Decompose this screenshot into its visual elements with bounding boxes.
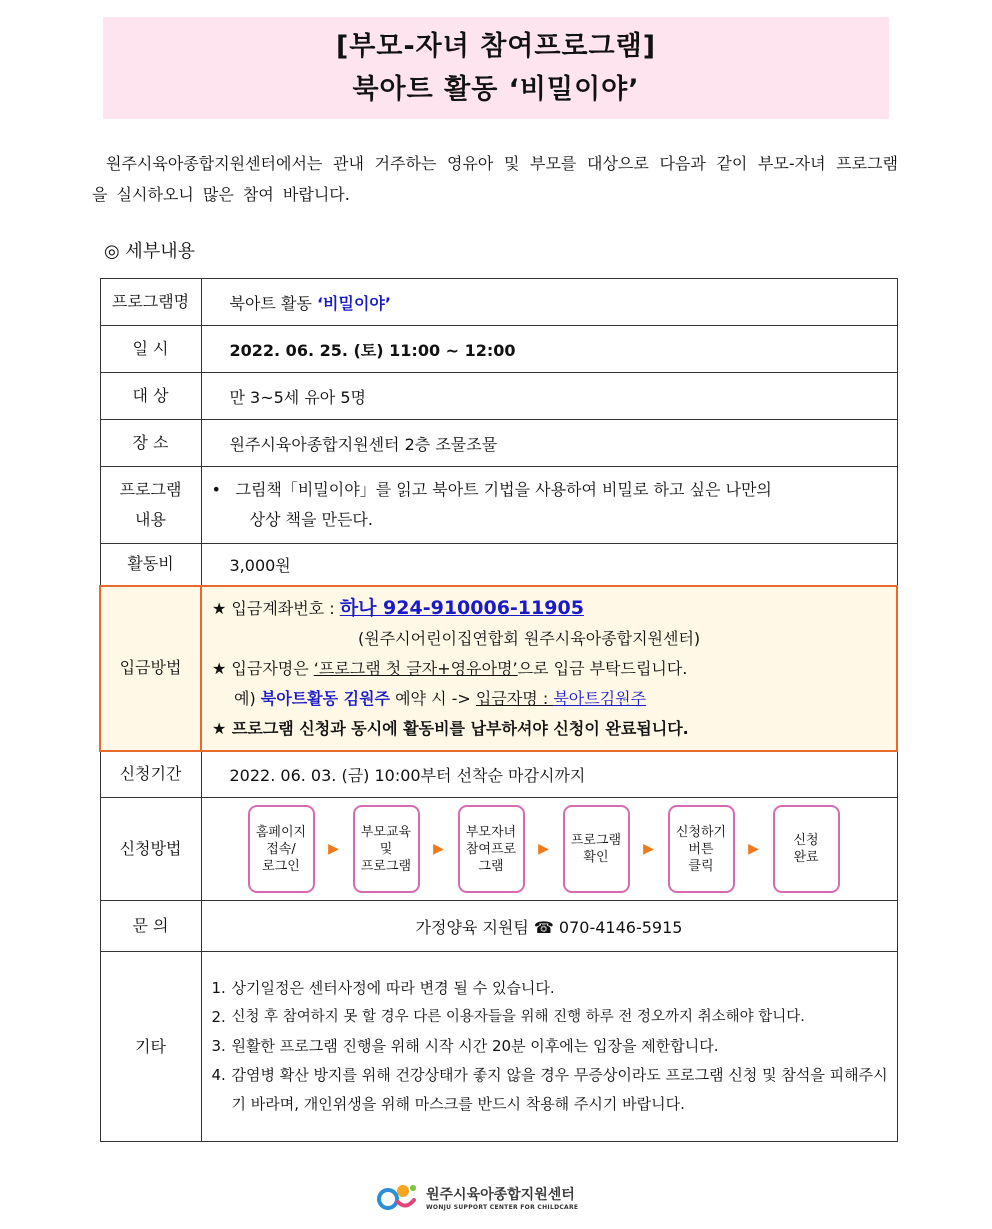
value-date: 2022. 06. 25. (토) 11:00 ~ 12:00	[201, 326, 897, 373]
step-2-line-1: 부모교육	[360, 824, 412, 840]
step-3-line-1: 부모자녀	[465, 824, 517, 840]
row-contact	[100, 901, 897, 952]
step-5-line-1: 신청하기	[675, 824, 727, 840]
etc-item-number: 2.	[211, 1008, 226, 1026]
step-1-line-2: 접속/	[266, 841, 296, 857]
etc-item-text: 상기일정은 센터사정에 따라 변경 될 수 있습니다.	[231, 979, 555, 997]
etc-item	[212, 1032, 889, 1061]
arrow-right-icon: ▶	[328, 841, 339, 857]
label-payment: 입금방법	[100, 586, 201, 751]
program-name-prefix: 북아트 활동	[229, 293, 317, 313]
bullet-icon: •	[211, 480, 221, 499]
step-5-line-2: 버튼	[688, 841, 714, 857]
row-fee	[100, 544, 897, 586]
row-target	[100, 373, 897, 420]
title-banner	[103, 17, 889, 119]
account-prefix: ★ 입금계좌번호 :	[212, 598, 340, 618]
label-content-line-1: 프로그램	[119, 480, 182, 499]
step-1-line-1: 홈페이지	[255, 824, 307, 840]
step-6-line-1: 신청	[793, 833, 819, 848]
label-date: 일 시	[100, 326, 201, 373]
center-logo-icon	[376, 1180, 420, 1214]
row-method	[100, 798, 897, 901]
value-contact: 가정양육 지원팀 ☎ 070-4146-5915	[201, 901, 897, 952]
value-payment	[201, 586, 897, 751]
title-line-1: [부모-자녀 참여프로그램]	[335, 31, 657, 62]
value-place: 원주시육아종합지원센터 2층 조물조물	[201, 420, 897, 467]
row-date	[100, 326, 897, 373]
value-content	[201, 467, 897, 544]
account-number: 하나 924-910006-11905	[339, 596, 584, 619]
arrow-right-icon: ▶	[643, 841, 654, 857]
value-fee: 3,000원	[201, 544, 897, 586]
payment-name-line	[212, 654, 886, 684]
etc-item-number: 1.	[211, 979, 226, 997]
step-apply-complete	[773, 805, 840, 893]
arrow-right-icon: ▶	[433, 841, 444, 857]
content-bullet-line	[212, 475, 887, 535]
intro-paragraph: 원주시육아종합지원센터에서는 관내 거주하는 영유아 및 부모를 대상으로 다음과 같이 부모-자녀 프로그램을 실시하오니 많은 참여 바랍니다.	[92, 154, 898, 204]
label-period: 신청기간	[100, 751, 201, 798]
step-homepage-login	[248, 805, 315, 893]
payment-notice: ★ 프로그램 신청과 동시에 활동비를 납부하셔야 신청이 완료됩니다.	[212, 718, 689, 738]
arrow-right-icon: ▶	[538, 841, 549, 857]
etc-item-text: 신청 후 참여하지 못 할 경우 다른 이용자들을 위해 진행 하루 전 정오까지 취소해야 합니다.	[231, 1009, 805, 1025]
step-program-check	[563, 805, 630, 893]
footer-logo	[376, 1180, 578, 1214]
org-name: 원주시육아종합지원센터	[426, 1186, 575, 1203]
row-place	[100, 420, 897, 467]
example-prefix: 예)	[234, 688, 261, 708]
org-name-en: WONJU SUPPORT CENTER FOR CHILDCARE	[426, 1203, 579, 1211]
label-content	[100, 467, 201, 544]
etc-item-text: 감염병 확산 방지를 위해 건강상태가 좋지 않을 경우 무증상이라도 프로그램 신청 및 참석을 피해주시기 바라며, 개인위생을 위해 마스크를 반드시 착용해 주시기 바랍니다.	[231, 1066, 888, 1113]
example-program: 북아트활동 김원주	[260, 688, 391, 708]
step-1-line-3: 로그인	[262, 858, 300, 874]
label-content-line-2: 내용	[135, 510, 166, 529]
step-5-line-3: 클릭	[688, 858, 714, 874]
step-parent-education	[353, 805, 420, 893]
step-4-line-1: 프로그램	[570, 833, 622, 848]
etc-item	[212, 1061, 889, 1119]
label-contact: 문 의	[100, 901, 201, 952]
name-suffix: 으로 입금 부탁드립니다.	[517, 658, 688, 678]
value-method	[201, 798, 897, 901]
value-target: 만 3~5세 유아 5명	[201, 373, 897, 420]
step-6-line-2: 완료	[793, 850, 819, 865]
row-etc	[100, 952, 897, 1142]
label-target: 대 상	[100, 373, 201, 420]
details-table	[99, 278, 898, 1142]
section-heading: ◎ 세부내용	[104, 241, 195, 262]
row-period	[100, 751, 897, 798]
arrow-right-icon: ▶	[748, 841, 759, 857]
example-label: 입금자명 :	[475, 688, 554, 708]
label-method: 신청방법	[100, 798, 201, 901]
row-content	[100, 467, 897, 544]
label-place: 장 소	[100, 420, 201, 467]
step-4-line-2: 확인	[583, 850, 609, 865]
row-program-name	[100, 279, 897, 326]
step-3-line-3: 그램	[478, 858, 504, 874]
step-apply-button	[668, 805, 735, 893]
name-format: ‘프로그램 첫 글자+영유아명’	[313, 658, 518, 678]
etc-item-number: 4.	[211, 1066, 226, 1084]
name-prefix: ★ 입금자명은	[212, 658, 314, 678]
etc-item	[212, 1003, 889, 1032]
content-line-2: 상상 책을 만든다.	[249, 510, 373, 529]
step-3-line-2: 참여프로	[465, 841, 517, 857]
step-parent-child-program	[458, 805, 525, 893]
value-period: 2022. 06. 03. (금) 10:00부터 선착순 마감시까지	[201, 751, 897, 798]
label-program-name: 프로그램명	[100, 279, 201, 326]
program-name-highlight: ‘비밀이야’	[316, 293, 391, 313]
step-2-line-2: 및	[379, 841, 393, 857]
example-name: 북아트김원주	[553, 688, 647, 708]
content-text	[236, 475, 772, 535]
value-etc	[201, 952, 897, 1142]
content-line-1: 그림책「비밀이야」를 읽고 북아트 기법을 사용하여 비밀로 하고 싶은 나만의	[235, 480, 772, 499]
step-2-line-3: 프로그램	[360, 858, 412, 874]
label-etc: 기타	[100, 952, 201, 1142]
label-fee: 활동비	[100, 544, 201, 586]
value-program-name	[201, 279, 897, 326]
account-holder: (원주시어린이집연합회 원주시육아종합지원센터)	[358, 628, 701, 648]
payment-example-line	[212, 684, 886, 714]
etc-item-number: 3.	[211, 1037, 226, 1055]
payment-account-line	[212, 593, 886, 624]
footer-text	[426, 1184, 578, 1211]
method-flow	[202, 805, 897, 893]
row-payment	[100, 586, 897, 751]
example-mid: 예약 시 ->	[390, 688, 476, 708]
etc-item-text: 원활한 프로그램 진행을 위해 시작 시간 20분 이후에는 입장을 제한합니다.	[231, 1037, 719, 1055]
etc-item	[212, 974, 889, 1003]
title-line-2: 북아트 활동 ‘비밀이야’	[352, 74, 640, 105]
